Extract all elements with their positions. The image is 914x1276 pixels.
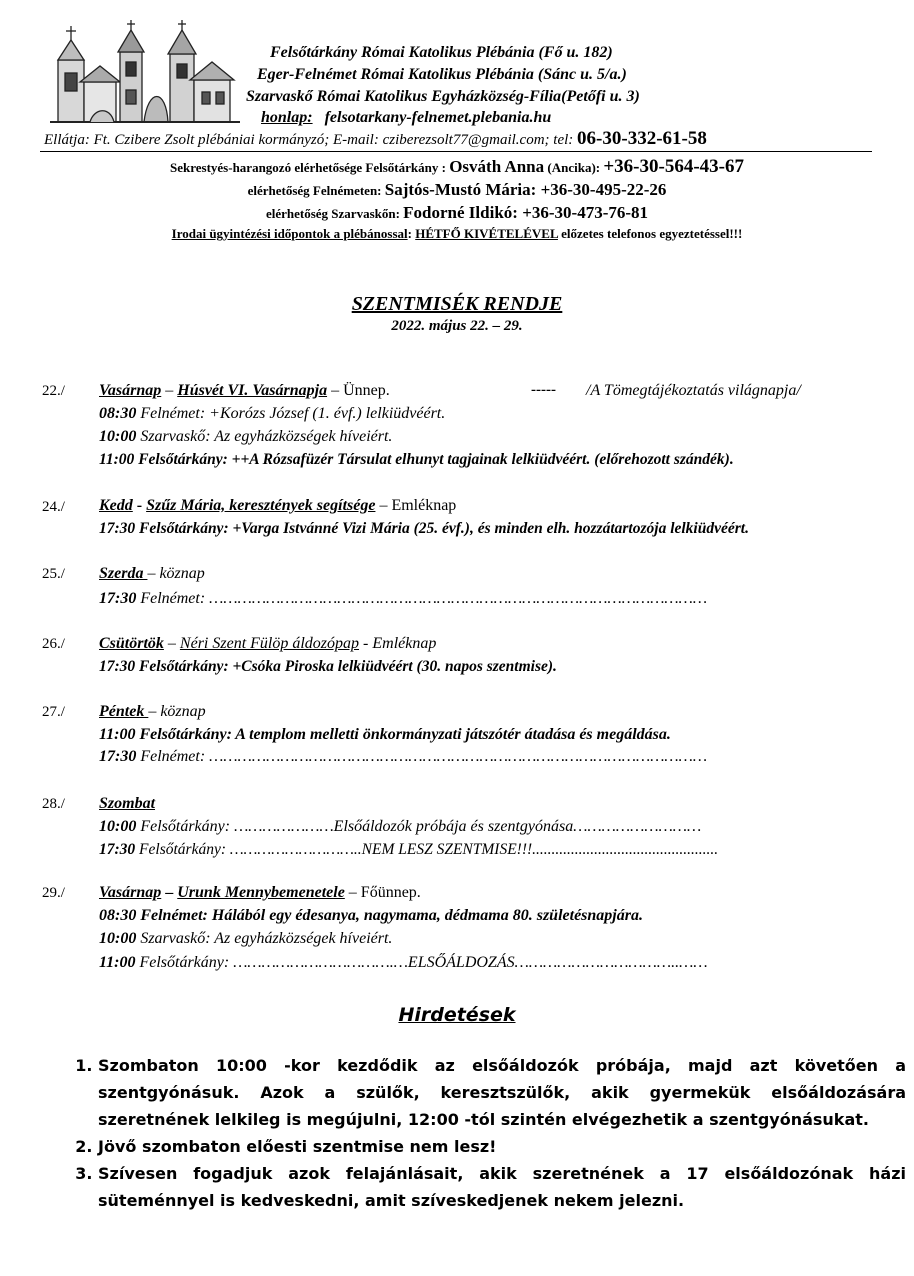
mass-time: 10:00 xyxy=(99,428,137,445)
day-heading xyxy=(99,497,456,515)
announcement-item: 3. Szívesen fogadjuk azok felajánlásait, akik szeretnének a 17 elsőáldozónak házi süteménnyel is kedveskedni, amit szíveskedjenek nekem jelezni. xyxy=(98,1160,906,1214)
feast-rank: – köznap xyxy=(147,565,205,582)
sacristan-1-name: Osváth Anna xyxy=(449,157,545,176)
day-number: 22./ xyxy=(42,383,65,399)
sacristan-2-value: Sajtós-Mustó Mária: +36-30-495-22-26 xyxy=(384,180,667,199)
sacristan-3-label: elérhetőség Szarvaskőn: xyxy=(265,206,404,221)
mass-entry xyxy=(99,818,701,836)
feast-rank: - Emléknap xyxy=(359,635,437,652)
feast-rank: – Ünnep. xyxy=(327,382,390,399)
mass-time: 11:00 xyxy=(99,954,136,971)
day-name: Vasárnap xyxy=(99,884,162,901)
mass-intent: Felsőtárkány: ++A Rózsafüzér Társulat elhunyt tagjainak lelkiüdvéért. (előrehozott szándék). xyxy=(134,451,734,468)
mass-intent: Felnémet: …………………………………………………………………………………………… xyxy=(136,590,708,607)
mass-time: 08:30 xyxy=(99,405,137,422)
feast-name: Urunk Mennybemenetele xyxy=(177,884,345,901)
parish-line-1: Felsőtárkány Római Katolikus Plébánia (Fő u. 182) xyxy=(270,44,613,61)
mass-entry xyxy=(99,841,718,859)
mass-intent: Felsőtárkány: …………………………….…ELSŐÁLDOZÁS……………………………..…… xyxy=(135,954,708,971)
contact-phone[interactable]: 06-30-332-61-58 xyxy=(577,128,707,149)
mass-intent: Szarvaskő: Az egyházközségek híveiért. xyxy=(136,428,393,445)
mass-entry xyxy=(99,748,707,766)
sacristan-1-nick: (Ancika): xyxy=(544,160,604,175)
mass-time: 11:00 xyxy=(99,451,135,468)
feast-rank: – Főünnep. xyxy=(344,884,421,901)
header-divider xyxy=(40,151,872,152)
homepage-label: honlap: xyxy=(261,109,313,126)
mass-intent: Felnémet: …………………………………………………………………………………………… xyxy=(136,748,708,765)
mass-time: 17:30 xyxy=(99,841,136,858)
sacristan-1-label: Sekrestyés-harangozó elérhetősége Felsőtárkány : xyxy=(169,160,450,175)
day-heading xyxy=(99,884,421,902)
sacristan-line-2 xyxy=(0,180,914,200)
mass-time: 08:30 xyxy=(99,907,137,924)
world-day-note: /A Tömegtájékoztatás világnapja/ xyxy=(586,382,801,399)
mass-time: 17:30 xyxy=(99,520,136,537)
mass-entry xyxy=(99,930,392,948)
feast-rank: – Emléknap xyxy=(375,497,457,514)
homepage-line xyxy=(261,109,551,127)
mass-intent: Felsőtárkány: ………………………..NEM LESZ SZENTMISE!!!................................................ xyxy=(135,841,719,858)
feast-rank: – köznap xyxy=(148,703,206,720)
mass-entry xyxy=(99,428,392,446)
day-number: 24./ xyxy=(42,499,65,515)
separator: - xyxy=(132,497,147,514)
sacristan-1-phone: +36-30-564-43-67 xyxy=(603,156,744,177)
day-name: Szerda xyxy=(99,565,148,582)
day-name: Csütörtök xyxy=(99,635,164,652)
day-heading xyxy=(99,635,436,653)
mass-intent: Felnémet: +Korózs József (1. évf.) lelkiüdvéért. xyxy=(136,405,446,422)
mass-time: 11:00 xyxy=(99,726,136,743)
day-heading xyxy=(99,795,155,813)
office-hours-line xyxy=(0,226,914,242)
mass-entry xyxy=(99,658,557,676)
announcement-item: 2. Jövő szombaton előesti szentmise nem lesz! xyxy=(98,1133,906,1160)
mass-time: 10:00 xyxy=(99,930,137,947)
feast-name: Húsvét VI. Vasárnapja xyxy=(177,382,328,399)
separator: – xyxy=(163,635,180,652)
mass-intent: Felsőtárkány: …………………Elsőáldozók próbája és szentgyónása……………………… xyxy=(136,818,702,835)
contact-line xyxy=(44,128,707,150)
mass-entry xyxy=(99,405,445,423)
day-name: Péntek xyxy=(99,703,149,720)
mass-entry xyxy=(99,590,707,608)
mass-entry xyxy=(99,451,734,469)
feast-name: Szűz Mária, keresztények segítsége xyxy=(146,497,376,514)
office-exception: HÉTFŐ KIVÉTELÉVEL xyxy=(415,226,558,241)
sacristan-3-value: Fodorné Ildikó: +36-30-473-76-81 xyxy=(403,203,649,222)
day-number: 27./ xyxy=(42,704,65,720)
mass-intent: Felsőtárkány: A templom melletti önkormányzati játszótér átadása és megáldása. xyxy=(135,726,671,743)
mass-entry xyxy=(99,726,671,744)
day-heading xyxy=(99,703,206,721)
parish-line-3: Szarvaskő Római Katolikus Egyházközség-Fília(Petőfi u. 3) xyxy=(246,88,640,105)
day-name: Kedd xyxy=(99,497,133,514)
mass-entry xyxy=(99,907,643,925)
church-sketch-logo xyxy=(50,18,240,130)
announcement-item: 1. Szombaton 10:00 -kor kezdődik az elsőáldozók próbája, majd azt követően a szentgyónásuk. Azok a szülők, keresztszülők, akik gyermekük elsőáldozására szeretnének lelkileg is megújulni, 12:00 -tól szintén elvégezhetik a szentgyónásukat. xyxy=(98,1052,906,1133)
page-title: SZENTMISÉK RENDJE xyxy=(351,293,563,315)
day-number: 28./ xyxy=(42,796,65,812)
dashes: ----- xyxy=(531,382,556,398)
parish-line-2: Eger-Felnémet Római Katolikus Plébánia (Sánc u. 5/a.) xyxy=(257,66,627,83)
mass-intent: Szarvaskő: Az egyházközségek híveiért. xyxy=(136,930,393,947)
day-number: 25./ xyxy=(42,566,65,582)
sacristan-line-1 xyxy=(0,156,914,178)
homepage-link[interactable]: felsotarkany-felnemet.plebania.hu xyxy=(324,109,552,126)
announcements-title: Hirdetések xyxy=(398,1004,516,1026)
office-label: Irodai ügyintézési időpontok a plébánossal xyxy=(171,226,408,241)
sacristan-2-label: elérhetőség Felnémeten: xyxy=(247,183,385,198)
day-number: 29./ xyxy=(42,885,65,901)
mass-time: 10:00 xyxy=(99,818,137,835)
mass-entry xyxy=(99,520,749,538)
mass-entry xyxy=(99,954,708,972)
sacristan-line-3 xyxy=(0,203,914,223)
day-heading xyxy=(99,565,205,583)
mass-time: 17:30 xyxy=(99,658,136,675)
office-note: előzetes telefonos egyeztetéssel!!! xyxy=(557,226,743,241)
mass-time: 17:30 xyxy=(99,590,137,607)
day-number: 26./ xyxy=(42,636,65,652)
date-range: 2022. május 22. – 29. xyxy=(391,318,523,334)
announcements-list xyxy=(60,1052,906,1214)
mass-intent: Felsőtárkány: +Csóka Piroska lelkiüdvéért (30. napos szentmise). xyxy=(135,658,557,675)
separator: – xyxy=(161,884,178,901)
mass-time: 17:30 xyxy=(99,748,137,765)
day-name: Vasárnap xyxy=(99,382,162,399)
day-name: Szombat xyxy=(99,795,156,812)
separator: – xyxy=(161,382,178,399)
day-heading xyxy=(99,382,390,400)
office-colon: : xyxy=(407,226,416,241)
feast-name: Néri Szent Fülöp áldozópap xyxy=(179,635,360,652)
mass-intent: Felsőtárkány: +Varga Istvánné Vizi Mária (25. évf.), és minden elh. hozzátartozója lelkiüdvéért. xyxy=(135,520,749,537)
contact-text: Ellátja: Ft. Czibere Zsolt plébániai kormányzó; E-mail: cziberezsolt77@gmail.com; tel: xyxy=(44,132,578,148)
mass-intent: Felnémet: Hálából egy édesanya, nagymama, dédmama 80. születésnapjára. xyxy=(136,907,643,924)
